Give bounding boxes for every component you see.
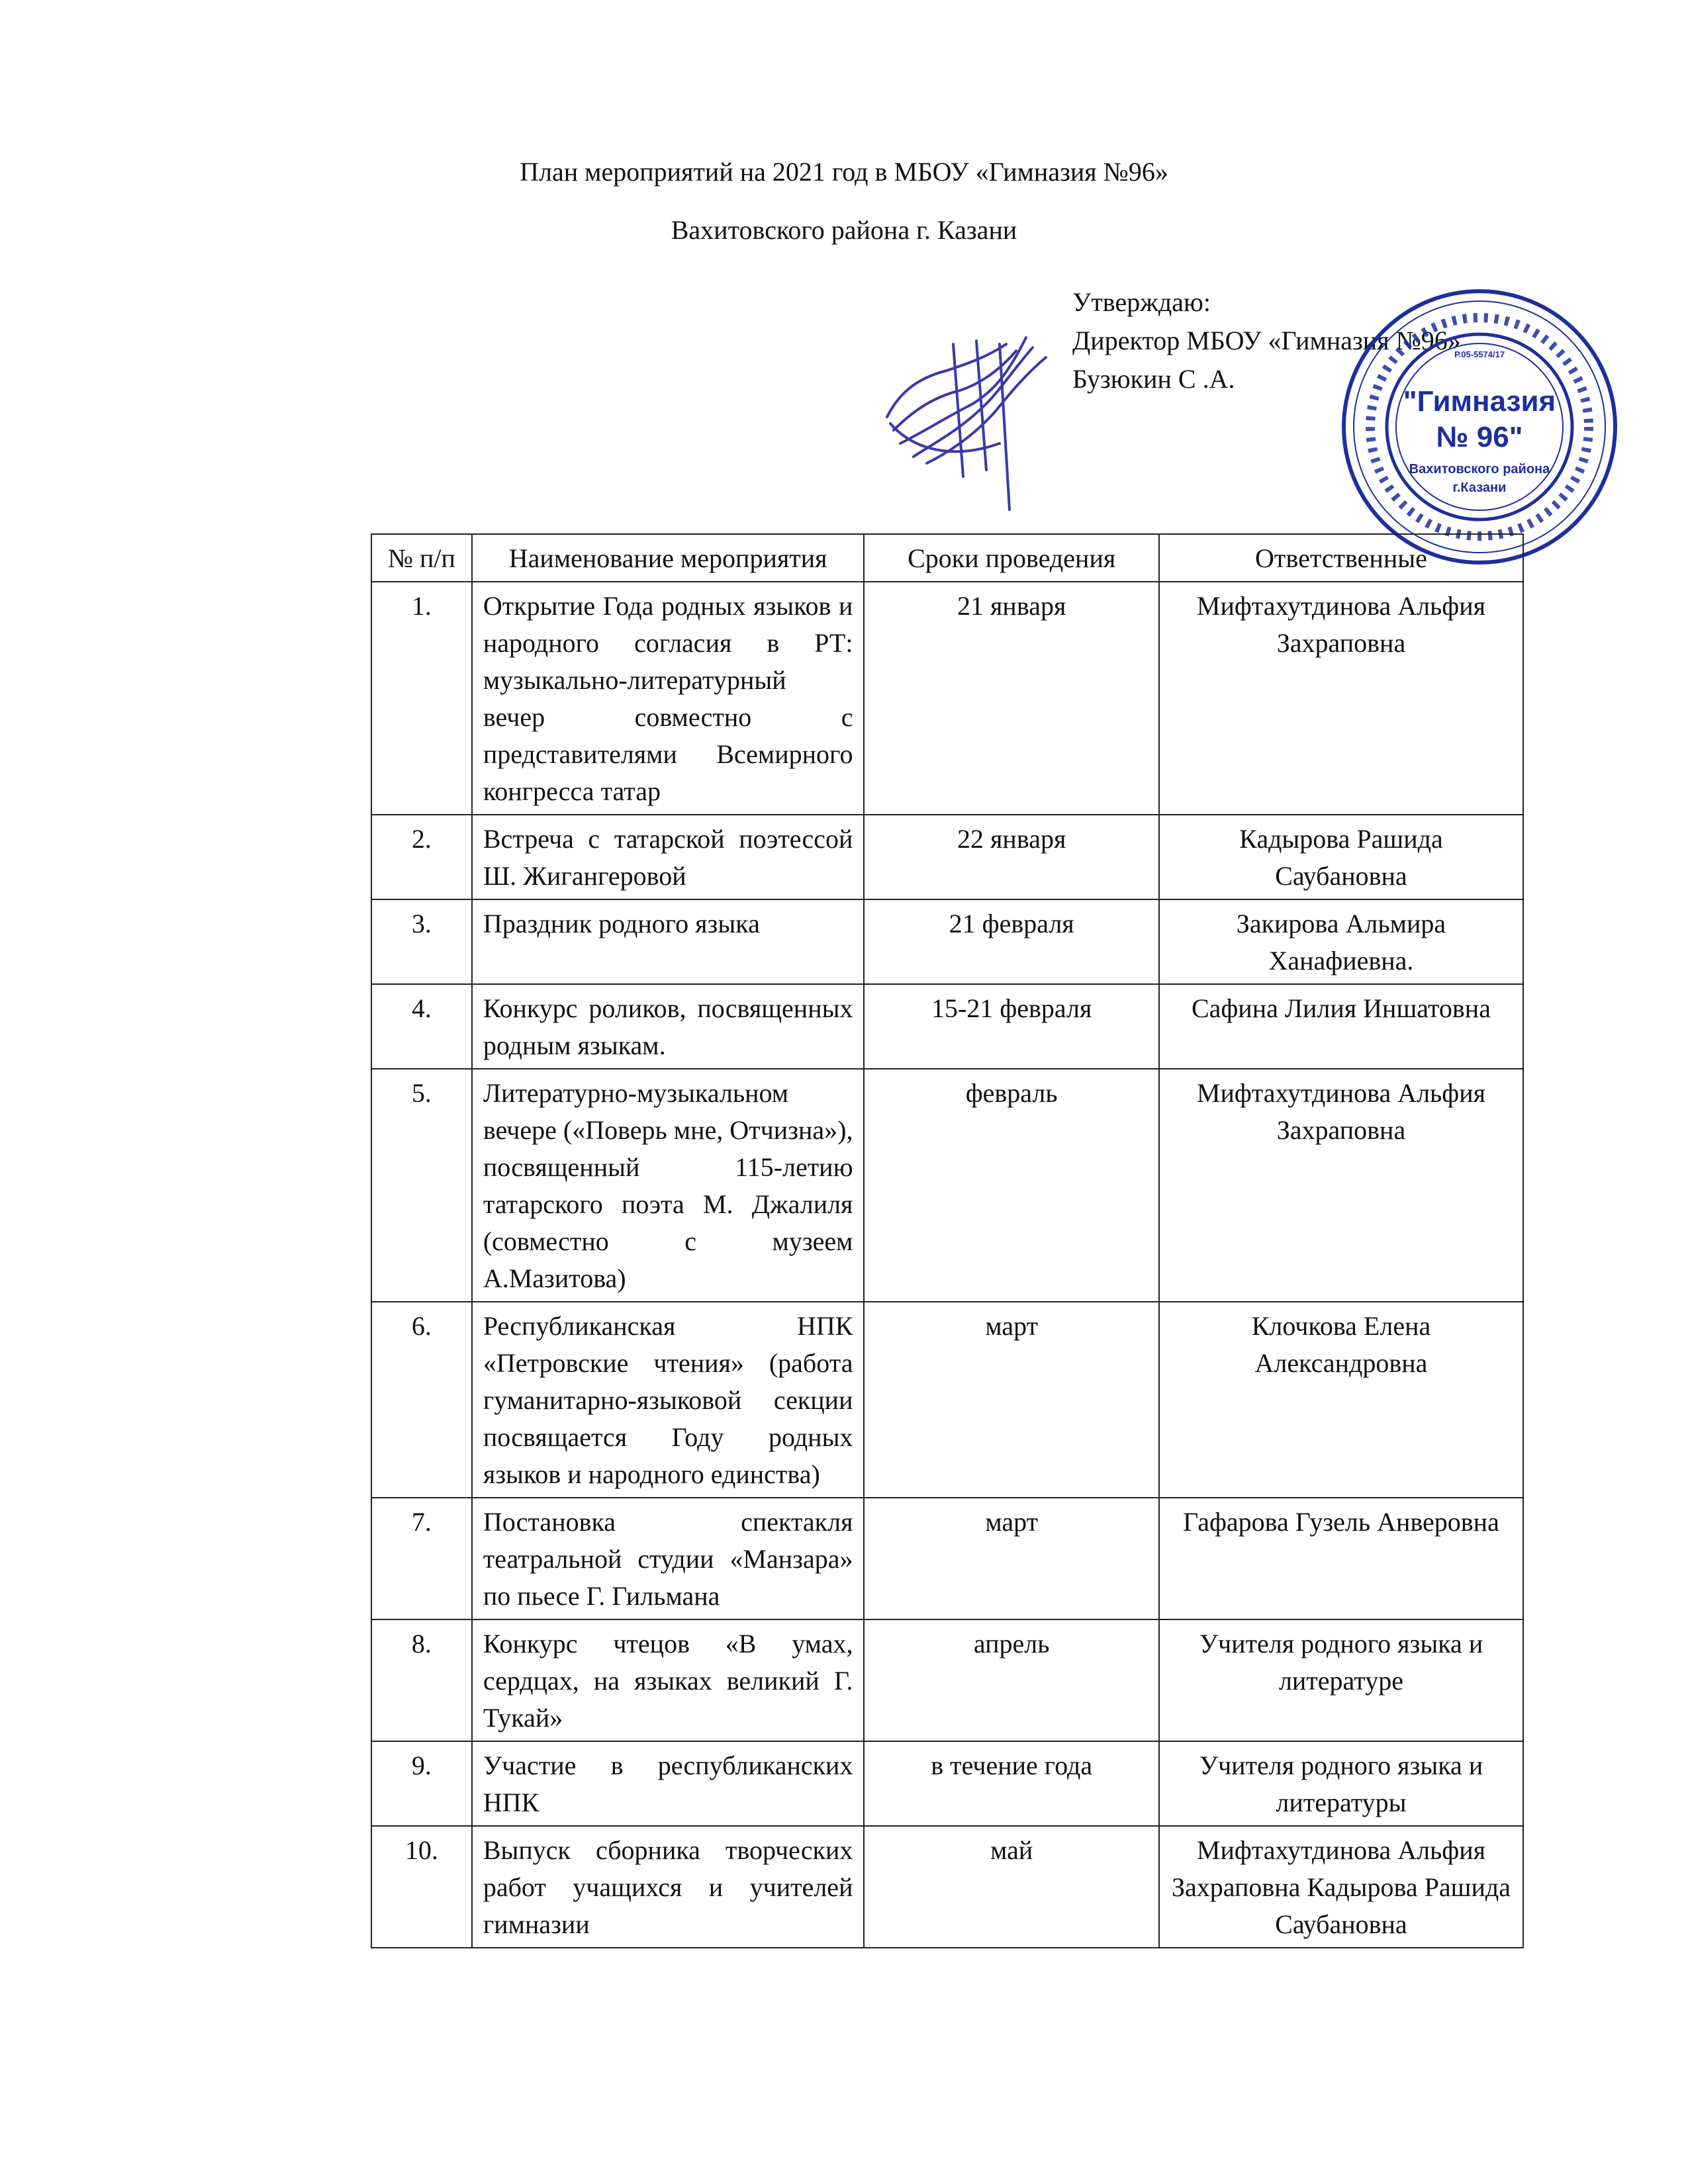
row-num: 7.: [371, 1498, 472, 1619]
row-event: Литературно-музыкальном вечере («Поверь мне, Отчизна»), посвященный 115-летию татарского поэта М. Джалиля (совместно с музеем А.Мазитова): [472, 1069, 865, 1302]
row-num: 4.: [371, 984, 472, 1069]
row-num: 3.: [371, 899, 472, 984]
row-event: Постановка спектакля театральной студии «Манзара» по пьесе Г. Гильмана: [472, 1498, 865, 1619]
row-responsible: Клочкова Елена Александровна: [1159, 1302, 1523, 1498]
row-event: Конкурс роликов, посвященных родным языкам.: [472, 984, 865, 1069]
stamp-district: Вахитовского района: [1409, 462, 1550, 477]
document-subtitle: Вахитовского района г. Казани: [671, 215, 1017, 245]
approval-label: Утверждаю:: [1072, 287, 1211, 317]
row-date: в течение года: [864, 1741, 1158, 1826]
table-row: [371, 815, 1523, 899]
table-row: [371, 1498, 1523, 1619]
row-responsible: Мифтахутдинова Альфия Захраповна Кадырова Рашида Саубановна: [1159, 1826, 1523, 1948]
row-date: апрель: [864, 1619, 1158, 1741]
header-name: Наименование мероприятия: [472, 534, 865, 582]
row-num: 8.: [371, 1619, 472, 1741]
row-event: Участие в республиканских НПК: [472, 1741, 865, 1826]
table-row: [371, 1069, 1523, 1302]
row-date: март: [864, 1498, 1158, 1619]
stamp-name-line1: "Гимназия: [1403, 385, 1556, 418]
row-responsible: Мифтахутдинова Альфия Захраповна: [1159, 582, 1523, 815]
row-date: май: [864, 1826, 1158, 1948]
table-row: [371, 899, 1523, 984]
row-num: 2.: [371, 815, 472, 899]
table-row: [371, 1302, 1523, 1498]
row-date: 15-21 февраля: [864, 984, 1158, 1069]
table-row: [371, 1826, 1523, 1948]
row-event: Выпуск сборника творческих работ учащихся и учителей гимназии: [472, 1826, 865, 1948]
table-row: [371, 984, 1523, 1069]
row-responsible: Мифтахутдинова Альфия Захраповна: [1159, 1069, 1523, 1302]
row-event: Открытие Года родных языков и народного согласия в РТ: музыкально-литературный вечер совместно с представителями Всемирного конгресса татар: [472, 582, 865, 815]
approval-signatory: Бузюкин С .А.: [1072, 364, 1235, 394]
row-event: Встреча с татарской поэтессой Ш. Жигангеровой: [472, 815, 865, 899]
stamp-city: г.Казани: [1452, 480, 1507, 495]
row-event: Праздник родного языка: [472, 899, 865, 984]
row-responsible: Учителя родного языка и литературы: [1159, 1741, 1523, 1826]
approval-position: Директор МБОУ «Гимназия №96»: [1072, 326, 1461, 355]
events-table: [371, 533, 1524, 1948]
row-responsible: Сафина Лилия Иншатовна: [1159, 984, 1523, 1069]
stamp-code: Р.05-5574/17: [1454, 349, 1505, 359]
table-row: [371, 1741, 1523, 1826]
row-num: 9.: [371, 1741, 472, 1826]
table-row: [371, 582, 1523, 815]
header-num: № п/п: [371, 534, 472, 582]
row-event: Конкурс чтецов «В умах, сердцах, на языках великий Г. Тукай»: [472, 1619, 865, 1741]
stamp-text: [1337, 285, 1622, 569]
row-date: 22 января: [864, 815, 1158, 899]
row-num: 1.: [371, 582, 472, 815]
row-responsible: Гафарова Гузель Анверовна: [1159, 1498, 1523, 1619]
row-responsible: Кадырова Рашида Саубановна: [1159, 815, 1523, 899]
row-responsible: Закирова Альмира Ханафиевна.: [1159, 899, 1523, 984]
row-responsible: Учителя родного языка и литературе: [1159, 1619, 1523, 1741]
stamp-name-line2: № 96": [1436, 421, 1523, 453]
row-date: февраль: [864, 1069, 1158, 1302]
document-title: План мероприятий на 2021 год в МБОУ «Гимназия №96»: [520, 157, 1168, 187]
row-date: 21 января: [864, 582, 1158, 815]
row-date: 21 февраля: [864, 899, 1158, 984]
row-num: 10.: [371, 1826, 472, 1948]
row-date: март: [864, 1302, 1158, 1498]
header-date: Сроки проведения: [864, 534, 1158, 582]
row-num: 5.: [371, 1069, 472, 1302]
table-header-row: [371, 534, 1523, 582]
row-event: Республиканская НПК «Петровские чтения» (работа гуманитарно-языковой секции посвящается Году родных языков и народного единства): [472, 1302, 865, 1498]
table-row: [371, 1619, 1523, 1741]
signature-icon: [874, 318, 1072, 516]
header-responsible: Ответственные: [1159, 534, 1523, 582]
row-num: 6.: [371, 1302, 472, 1498]
